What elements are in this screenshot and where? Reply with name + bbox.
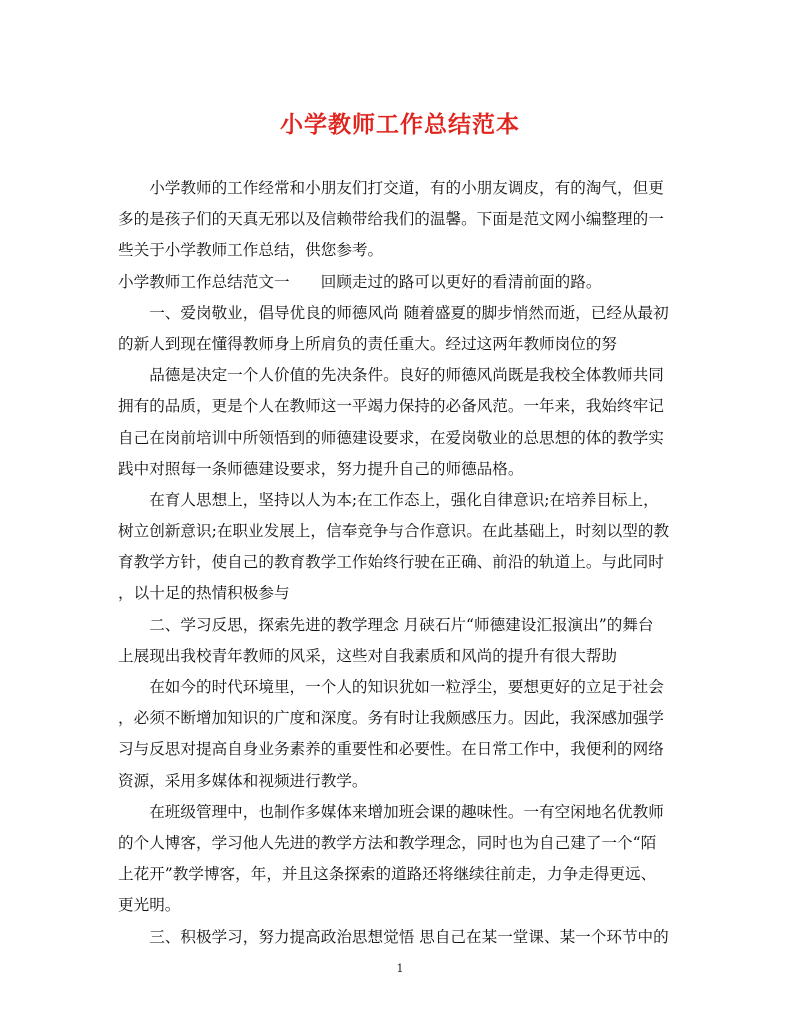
body-line: 一、爱岗敬业，倡导优良的师德风尚 随着盛夏的脚步悄然而逝，已经从最初 [118,303,669,322]
body-line: 在如今的时代环境里，一个人的知识犹如一粒浮尘，要想更好的立足于社会 [118,678,664,696]
document-title: 小学教师工作总结范本 [280,111,520,138]
body-line: 更光明。 [118,896,181,915]
body-line: 资源，采用多媒体和视频进行教学。 [118,771,368,790]
body-line: 树立创新意识;在职业发展上，信奉竞争与合作意识。在此基础上，时刻以型的教 [118,522,670,541]
body-line: 育教学方针，使自己的教育教学工作始终行驶在正确、前沿的轨道上。与此同时 [118,553,664,572]
body-line: 在班级管理中，也制作多媒体来增加班会课的趣味性。一有空闲地名优教师 [118,802,664,821]
body-line: 小学教师的工作经常和小朋友们打交道，有的小朋友调皮，有的淘气，但更 [118,179,664,197]
body-line: ，必须不断增加知识的广度和深度。务有时让我颇感压力。因此，我深感加强学 [118,709,664,728]
body-line: 的个人博客，学习他人先进的教学方法和教学理念，同时也为自己建了一个“陌 [118,833,657,852]
body-line: ，以十足的热情积极参与 [118,584,290,603]
body-line: 品德是决定一个人价值的先决条件。良好的师德风尚既是我校全体教师共同 [118,366,664,385]
body-line: 习与反思对提高自身业务素养的重要性和必要性。在日常工作中，我便利的网络 [118,740,664,759]
body-line: 多的是孩子们的天真无邪以及信赖带给我们的温馨。下面是范文网小编整理的一 [118,210,664,229]
body-line: 自己在岗前培训中所领悟到的师德建设要求，在爱岗敬业的总思想的体的教学实 [118,428,664,447]
body-line: 二、学习反思，探索先进的教学理念 月硖石片“师德建设汇报演出”的舞台 [118,615,654,634]
body-line: 的新人到现在懂得教师身上所肩负的责任重大。经过这两年教师岗位的努 [118,334,618,353]
body-line: 小学教师工作总结范文一 回顾走过的路可以更好的看清前面的路。 [118,272,602,291]
page-number: 1 [396,962,404,975]
document-body [118,173,678,953]
body-line: 践中对照每一条师德建设要求，努力提升自己的师德品格。 [118,459,524,478]
body-line: 些关于小学教师工作总结，供您参考。 [118,241,384,260]
body-line: 拥有的品质，更是个人在教师这一平竭力保持的必备风范。一年来，我始终牢记 [118,397,664,416]
body-line: 在育人思想上，坚持以人为本;在工作态上，强化自律意识;在培养目标上， [118,490,659,509]
body-line: 上展现出我校青年教师的风采，这些对自我素质和风尚的提升有很大帮助 [118,646,618,665]
body-line: 上花开”教学博客，年，并且这条探索的道路还将继续往前走，力争走得更远、 [118,865,657,884]
body-line: 三、积极学习，努力提高政治思想觉悟 思自己在某一堂课、某一个环节中的 [118,927,669,946]
